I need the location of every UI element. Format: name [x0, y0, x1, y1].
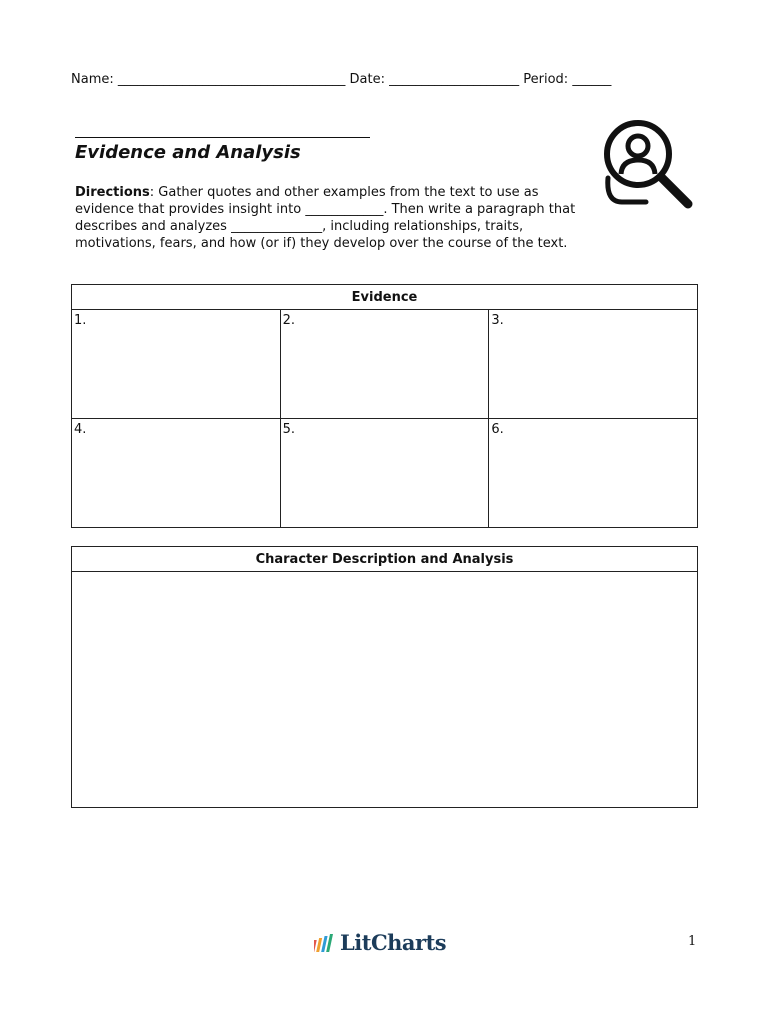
evidence-cell-3[interactable]: 3. — [489, 310, 698, 419]
logo-text: LitCharts — [340, 930, 447, 955]
analysis-table — [71, 546, 698, 808]
date-field[interactable]: ____________________ — [389, 72, 520, 87]
worksheet-title: Evidence and Analysis — [75, 142, 301, 163]
evidence-cell-1[interactable]: 1. — [72, 310, 281, 419]
name-label: Name: — [71, 72, 114, 87]
analysis-writing-area[interactable] — [72, 572, 698, 808]
evidence-cell-2[interactable]: 2. — [280, 310, 489, 419]
evidence-cell-4[interactable]: 4. — [72, 419, 281, 528]
evidence-header: Evidence — [72, 285, 698, 310]
title-blank-line[interactable] — [75, 137, 370, 138]
directions-paragraph — [75, 184, 590, 252]
directions-text: : Gather quotes and other examples from the text to use as evidence that provides insight into ____________. Then write a paragraph that describes and analyzes ______________, including relationships, traits, motivations, fears, and how (or if) they develop over the course of the text. — [75, 185, 576, 251]
evidence-table — [71, 284, 698, 528]
evidence-cell-5[interactable]: 5. — [280, 419, 489, 528]
date-label: Date: — [349, 72, 385, 87]
litcharts-logo — [314, 930, 446, 955]
analysis-header: Character Description and Analysis — [72, 547, 698, 572]
directions-label: Directions — [75, 185, 150, 200]
page-number: 1 — [688, 934, 697, 949]
character-search-icon — [602, 118, 694, 210]
name-field[interactable]: ___________________________________ — [117, 72, 346, 87]
header-fields — [71, 72, 611, 87]
period-label: Period: — [523, 72, 569, 87]
logo-bars-icon — [314, 934, 336, 952]
evidence-cell-6[interactable]: 6. — [489, 419, 698, 528]
period-field[interactable]: ______ — [572, 72, 612, 87]
